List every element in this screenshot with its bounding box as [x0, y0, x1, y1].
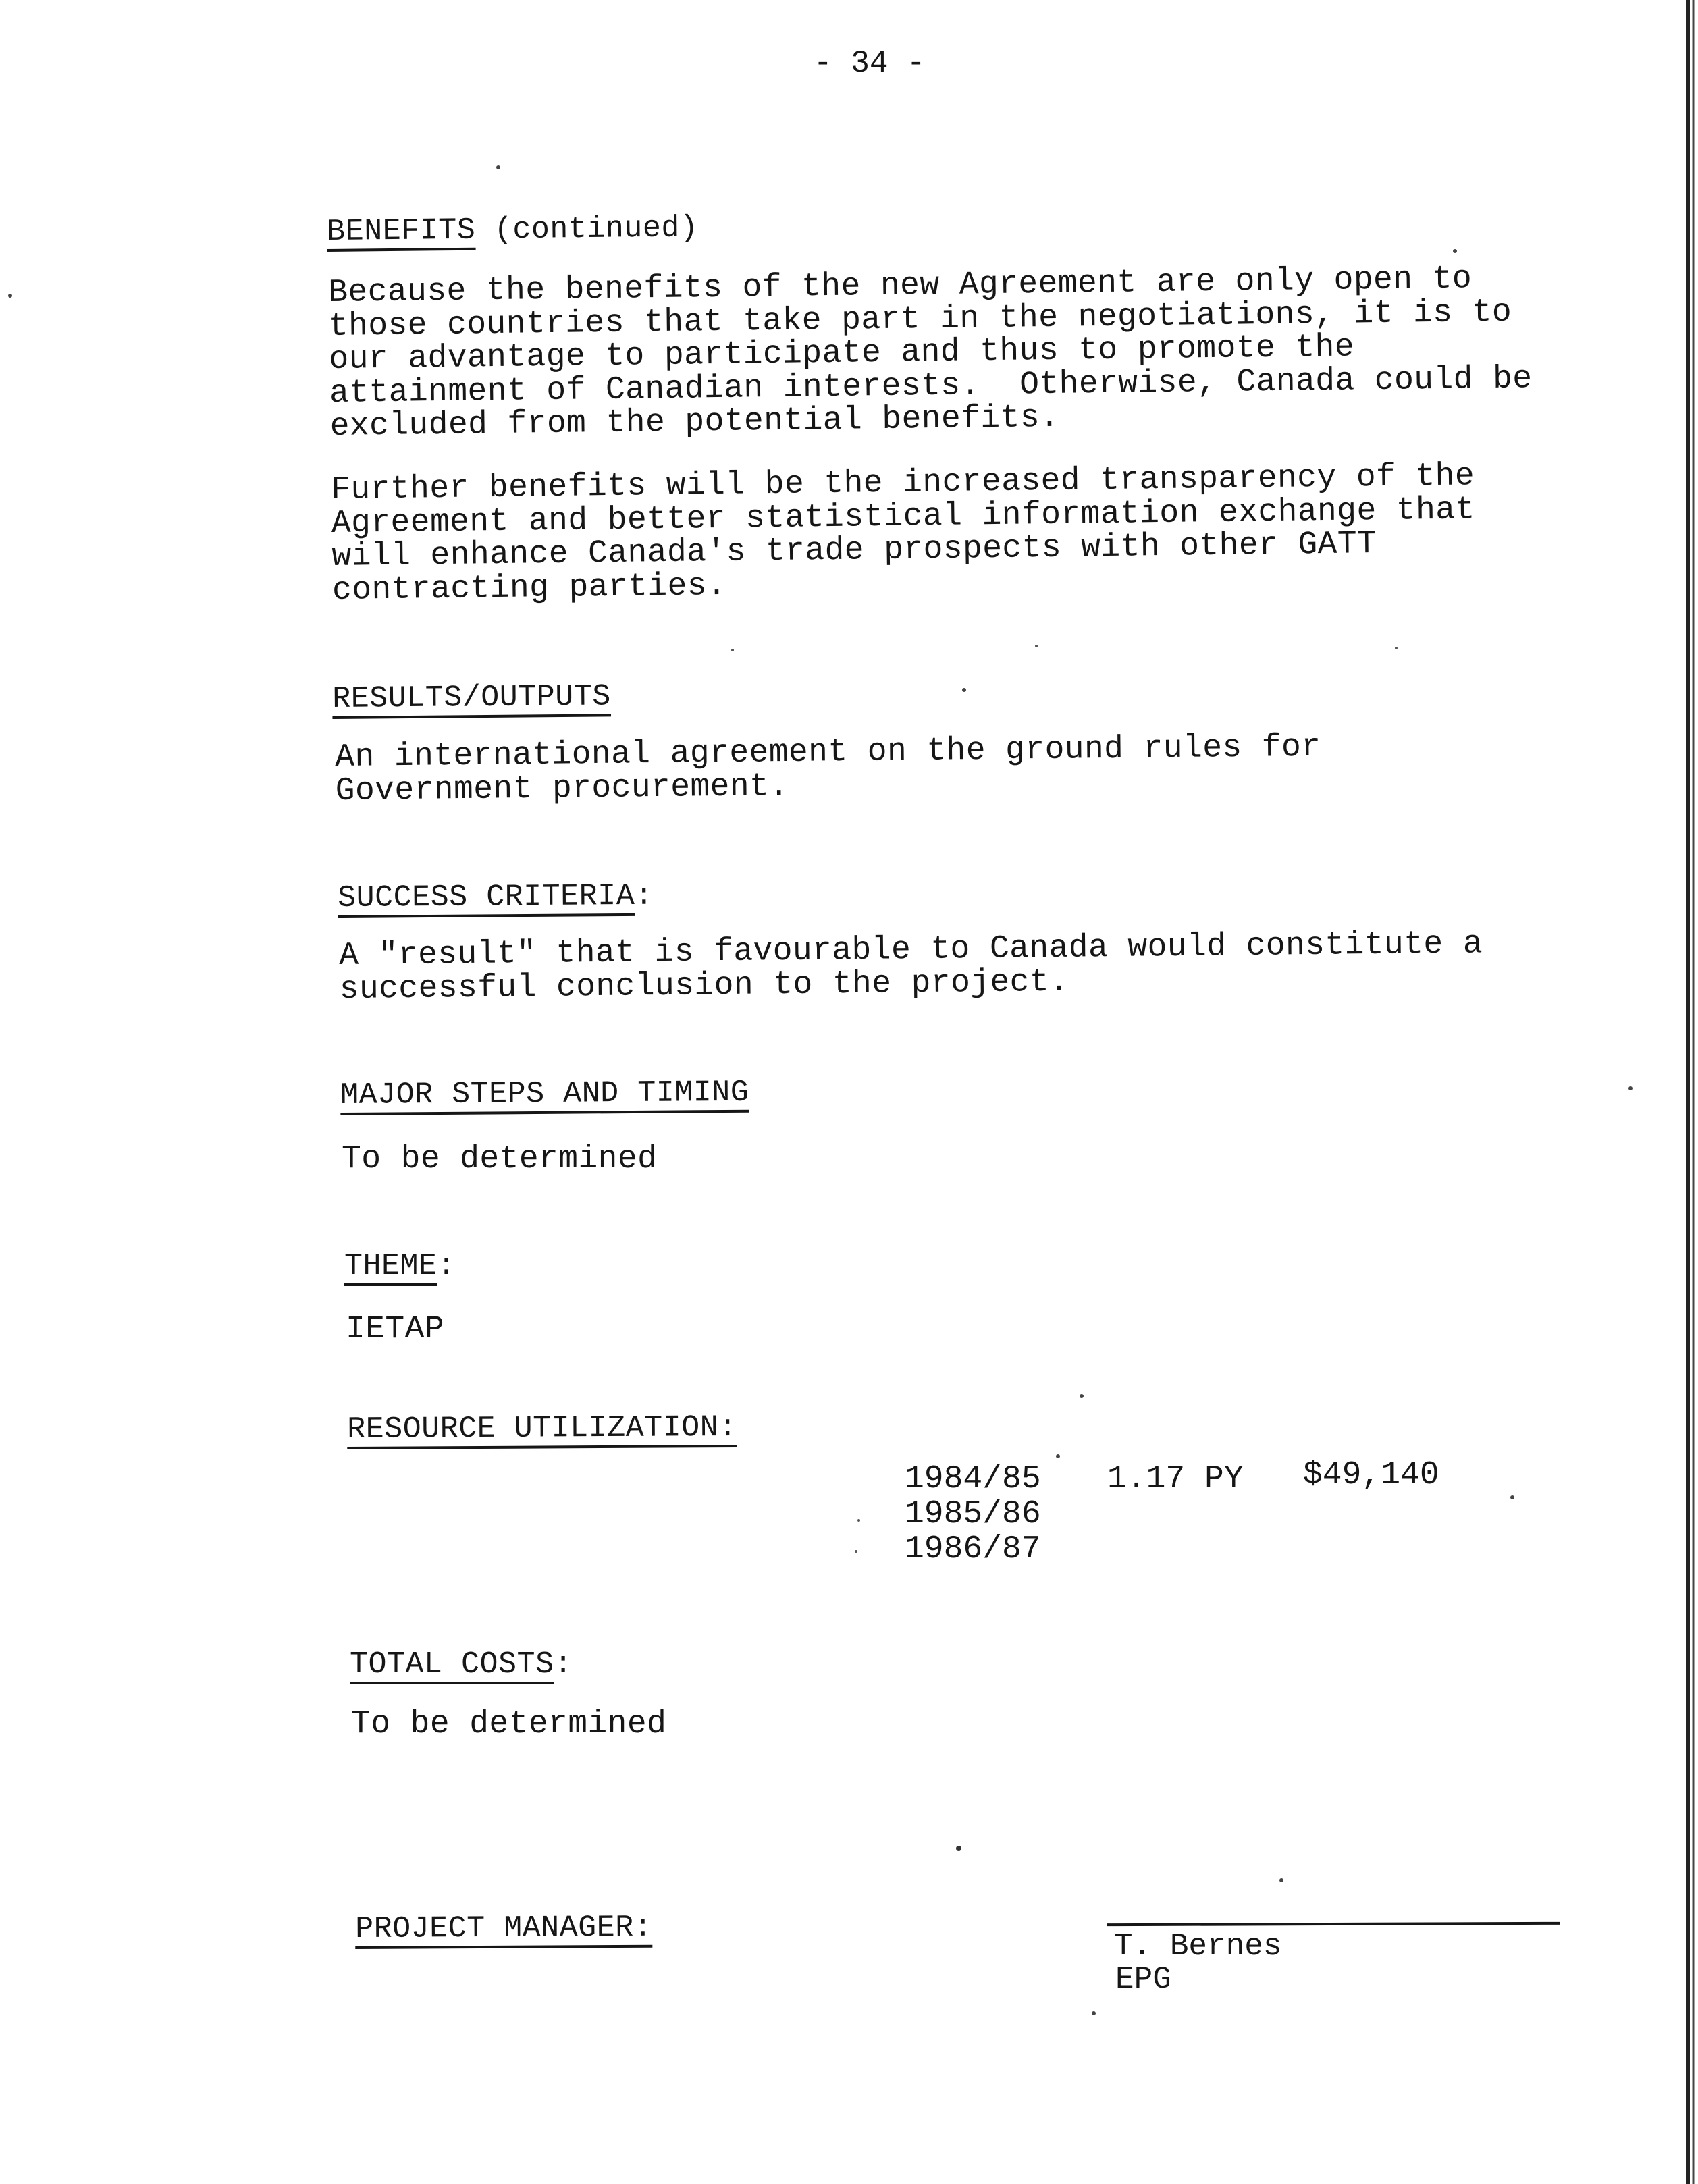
benefits-paragraph-2: Further benefits will be the increased transparency of the Agreement and better statistical information exchange that will enhance Canada's trade prospects with other GATT contracting parties.: [330, 458, 1475, 609]
project-manager-name: T. Bernes: [1114, 1929, 1282, 1964]
success-criteria-heading-label: SUCCESS CRITERIA: [338, 878, 635, 915]
theme-text: IETAP: [346, 1311, 445, 1348]
theme-heading-label: THEME: [344, 1249, 437, 1283]
results-outputs-text: An international agreement on the ground rules for Government procurement.: [334, 728, 1321, 809]
major-steps-text: To be determined: [342, 1141, 658, 1177]
project-manager-heading-label: PROJECT MANAGER:: [355, 1910, 653, 1946]
benefits-heading-label: BENEFITS: [327, 213, 476, 249]
success-criteria-text: A "result" that is favourable to Canada would constitute a successful conclusion to the project.: [338, 926, 1483, 1008]
success-criteria-heading-colon: :: [635, 878, 654, 913]
page-number: - 34 -: [814, 46, 926, 81]
total-costs-heading-colon: :: [554, 1647, 573, 1682]
results-outputs-heading-label: RESULTS/OUTPUTS: [332, 679, 612, 716]
resource-year: 1986/87: [905, 1531, 1041, 1568]
benefits-heading-suffix: (continued): [494, 211, 699, 248]
resource-utilization-heading-label: RESOURCE UTILIZATION:: [347, 1410, 737, 1447]
project-manager-department: EPG: [1115, 1962, 1171, 1997]
total-costs-text: To be determined: [351, 1706, 667, 1742]
benefits-paragraph-1: Because the benefits of the new Agreement are only open to those countries that take part in the negotiations, it is to our advantage to participate and thus to promote the attainment of Canadian interests. Otherwise, Canada could be excluded from the potential benefits.: [327, 261, 1533, 445]
major-steps-heading-label: MAJOR STEPS AND TIMING: [340, 1075, 749, 1113]
theme-heading-colon: :: [437, 1249, 456, 1283]
resource-cost: $49,140: [1303, 1457, 1439, 1493]
resource-person-years: 1.17 PY: [1107, 1461, 1244, 1497]
resource-year: 1985/86: [905, 1496, 1041, 1533]
total-costs-heading-label: TOTAL COSTS: [350, 1647, 554, 1682]
resource-year: 1984/85: [905, 1461, 1041, 1497]
